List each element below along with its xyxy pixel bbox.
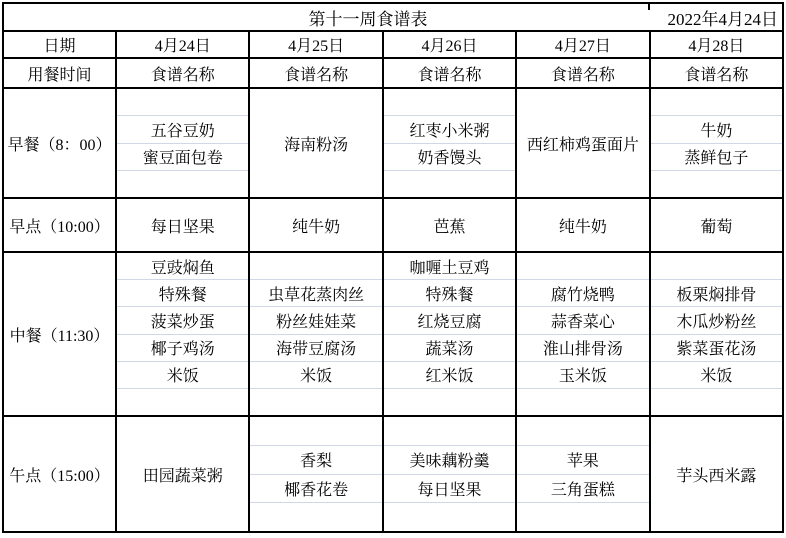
menu-cell[interactable] <box>649 253 782 415</box>
menu-cell[interactable] <box>382 89 515 197</box>
menu-cell[interactable] <box>515 417 648 531</box>
menu-item <box>517 388 648 415</box>
menu-item: 红烧豆腐 <box>384 306 515 333</box>
menu-cell[interactable] <box>382 253 515 415</box>
meal-time-cell-lunch[interactable] <box>4 253 115 415</box>
menu-item <box>250 388 381 415</box>
day-label: 4月26日 <box>421 38 478 55</box>
menu-item: 田园蔬菜粥 <box>142 467 223 485</box>
menu-cell[interactable] <box>649 199 782 251</box>
day-header-cell-0428[interactable] <box>649 32 782 57</box>
day-label: 4月25日 <box>288 38 345 55</box>
menu-item <box>117 388 248 415</box>
menu-cell[interactable] <box>649 89 782 197</box>
menu-cell[interactable] <box>248 89 381 197</box>
menu-item <box>384 388 515 415</box>
menu-cell[interactable] <box>248 199 381 251</box>
menu-item: 椰香花卷 <box>250 474 381 503</box>
menu-item: 牛奶 <box>651 115 782 142</box>
menu-table <box>2 2 784 533</box>
menu-item: 腐竹烧鸭 <box>517 279 648 306</box>
meal-time-label-cell[interactable] <box>4 59 115 87</box>
menu-cell[interactable] <box>382 199 515 251</box>
menu-item: 虫草花蒸肉丝 <box>250 279 381 306</box>
menu-item: 米饭 <box>250 361 381 388</box>
menu-name-header-cell[interactable] <box>248 59 381 87</box>
menu-item: 葡萄 <box>700 218 733 236</box>
menu-name-header-row <box>4 57 782 87</box>
menu-item: 豆豉焖鱼 <box>150 259 215 277</box>
menu-item: 菠菜炒蛋 <box>117 306 248 333</box>
menu-name-label: 食谱名称 <box>150 66 215 84</box>
menu-name-label: 食谱名称 <box>550 66 615 84</box>
menu-cell[interactable] <box>649 417 782 531</box>
menu-item: 淮山排骨汤 <box>517 334 648 361</box>
day-header-cell-0425[interactable] <box>248 32 381 57</box>
menu-name-header-cell[interactable] <box>515 59 648 87</box>
page-title: 第十一周食谱表 <box>308 9 428 29</box>
menu-item <box>651 170 782 197</box>
meal-time: 早点（10:00） <box>9 218 110 236</box>
day-label: 4月28日 <box>688 38 745 55</box>
menu-item: 米饭 <box>651 361 782 388</box>
menu-item: 蜜豆面包卷 <box>117 143 248 170</box>
meal-time: 午点（15:00） <box>9 467 110 485</box>
afternoon-snack-row <box>4 415 782 531</box>
meal-time: 早餐（8：00） <box>7 136 112 154</box>
menu-item <box>117 170 248 197</box>
menu-item: 玉米饭 <box>517 361 648 388</box>
menu-item: 咖喱土豆鸡 <box>409 259 490 277</box>
menu-item: 蒸鲜包子 <box>651 143 782 170</box>
breakfast-row <box>4 87 782 197</box>
menu-name-header-cell[interactable] <box>382 59 515 87</box>
morning-snack-row <box>4 197 782 251</box>
menu-item: 三角蛋糕 <box>517 474 648 503</box>
menu-item: 芋头西米露 <box>676 467 757 485</box>
menu-item: 五谷豆奶 <box>117 115 248 142</box>
menu-item: 蔬菜汤 <box>384 334 515 361</box>
day-label: 4月24日 <box>154 38 211 55</box>
grid-tick <box>648 4 650 10</box>
menu-item: 香梨 <box>250 445 381 474</box>
menu-item: 纯牛奶 <box>558 218 607 236</box>
menu-item: 红米饭 <box>384 361 515 388</box>
menu-item <box>384 417 515 445</box>
lunch-row <box>4 251 782 415</box>
menu-item <box>651 89 782 115</box>
menu-item: 粉丝娃娃菜 <box>250 306 381 333</box>
menu-item: 木瓜炒粉丝 <box>651 306 782 333</box>
menu-item <box>250 253 381 279</box>
menu-item: 板栗焖排骨 <box>651 279 782 306</box>
menu-item <box>651 253 782 279</box>
menu-name-label: 食谱名称 <box>684 66 749 84</box>
menu-item: 美味藕粉羹 <box>384 445 515 474</box>
meal-time: 中餐（11:30） <box>9 327 110 345</box>
day-header-cell-0424[interactable] <box>115 32 248 57</box>
menu-name-label: 食谱名称 <box>284 66 349 84</box>
menu-item: 奶香馒头 <box>384 143 515 170</box>
menu-item: 每日坚果 <box>150 218 215 236</box>
menu-item: 红枣小米粥 <box>384 115 515 142</box>
menu-item: 苹果 <box>517 445 648 474</box>
menu-name-header-cell[interactable] <box>115 59 248 87</box>
menu-item <box>651 388 782 415</box>
menu-item: 米饭 <box>117 361 248 388</box>
menu-item: 特殊餐 <box>117 279 248 306</box>
menu-item: 椰子鸡汤 <box>117 334 248 361</box>
menu-cell[interactable] <box>515 253 648 415</box>
menu-name-header-cell[interactable] <box>649 59 782 87</box>
meal-time-cell-morning-snack[interactable] <box>4 199 115 251</box>
menu-item <box>517 253 648 279</box>
menu-item <box>517 502 648 531</box>
title-row <box>4 4 782 30</box>
meal-time-cell-afternoon-snack[interactable] <box>4 417 115 531</box>
menu-cell[interactable] <box>515 199 648 251</box>
menu-cell[interactable] <box>515 89 648 197</box>
menu-item <box>250 417 381 445</box>
menu-item: 芭蕉 <box>433 218 466 236</box>
menu-item <box>384 89 515 115</box>
menu-item <box>517 417 648 445</box>
menu-cell[interactable] <box>248 417 381 531</box>
menu-item: 紫菜蛋花汤 <box>651 334 782 361</box>
date-header-row <box>4 30 782 57</box>
menu-item <box>117 89 248 115</box>
day-label: 4月27日 <box>554 38 611 55</box>
menu-item: 西红柿鸡蛋面片 <box>526 136 639 154</box>
menu-cell[interactable] <box>382 417 515 531</box>
menu-item: 海南粉汤 <box>284 136 349 154</box>
report-date: 2022年4月24日 <box>667 9 778 29</box>
menu-item <box>384 170 515 197</box>
menu-item <box>250 502 381 531</box>
menu-cell[interactable] <box>115 253 248 415</box>
menu-name-label: 食谱名称 <box>417 66 482 84</box>
menu-item: 特殊餐 <box>384 279 515 306</box>
meal-time-label: 用餐时间 <box>27 66 92 84</box>
menu-cell[interactable] <box>248 253 381 415</box>
menu-cell[interactable] <box>115 417 248 531</box>
menu-item: 每日坚果 <box>384 474 515 503</box>
date-label-cell[interactable] <box>4 32 115 57</box>
menu-item: 纯牛奶 <box>292 218 341 236</box>
day-header-cell-0426[interactable] <box>382 32 515 57</box>
menu-item <box>384 502 515 531</box>
day-header-cell-0427[interactable] <box>515 32 648 57</box>
menu-cell[interactable] <box>115 199 248 251</box>
date-label: 日期 <box>43 38 76 55</box>
menu-cell[interactable] <box>115 89 248 197</box>
menu-item: 蒜香菜心 <box>517 306 648 333</box>
menu-item: 海带豆腐汤 <box>250 334 381 361</box>
meal-time-cell-breakfast[interactable] <box>4 89 115 197</box>
